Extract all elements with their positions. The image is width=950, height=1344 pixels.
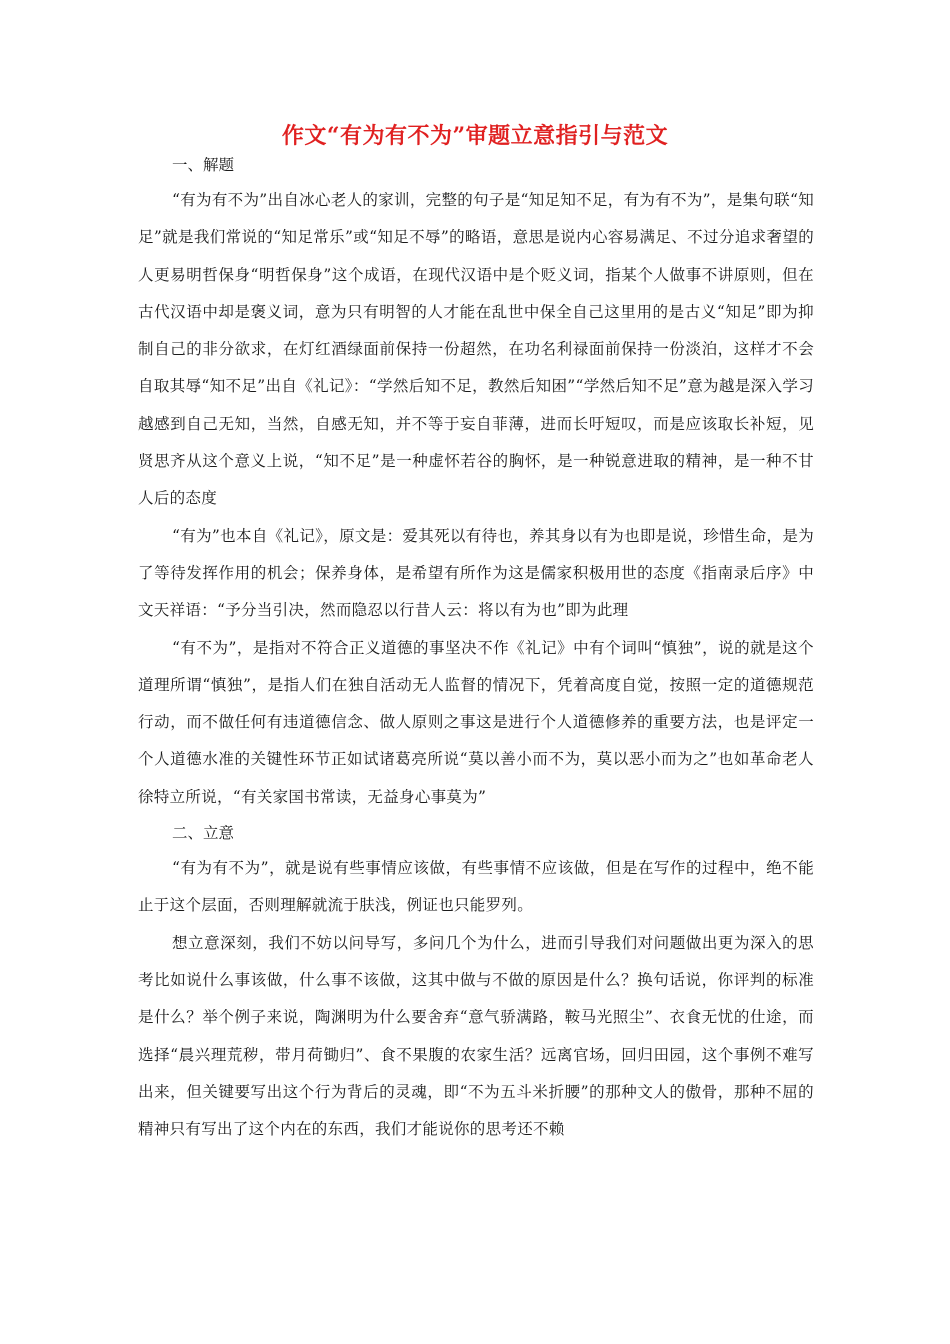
paragraph: 想立意深刻，我们不妨以问导写，多问几个为什么，进而引导我们对问题做出更为深入的思考比如说什么事该做，什么事不该做，这其中做与不做的原因是什么？换句话说，你评判的标准是什么？举个例子来说，陶渊明为什么要舍弃“意气骄满路，鞍马光照尘”、衣食无忧的仕途，而选择“晨兴理荒秽，带月荷锄归”、食不果腹的农家生活？远离官场，回归田园，这个事例不难写出来，但关键要写出这个行为背后的灵魂，即“不为五斗米折腰”的那种文人的傲骨，那种不屈的精神只有写出了这个内在的东西，我们才能说你的思考还不赖 (138, 933, 814, 1139)
section-heading: 一、解题 (172, 156, 235, 174)
section-jieti (138, 148, 814, 816)
document-body (138, 148, 814, 1148)
paragraph: “有不为”，是指对不符合正义道德的事坚决不作《礼记》中有个词叫“慎独”，说的就是这个道理所谓“慎独”，是指人们在独自活动无人监督的情况下，凭着高度自觉，按照一定的道德规范行动，而不做任何有违道德信念、做人原则之事这是进行个人道德修养的重要方法，也是评定一个人道德水准的关键性环节正如试诸葛亮所说“莫以善小而不为，莫以恶小而为之”也如革命老人徐特立所说，“有关家国书常读，无益身心事莫为” (138, 638, 814, 806)
section-liyi (138, 816, 814, 1148)
paragraph: “有为”也本自《礼记》，原文是：爱其死以有待也，养其身以有为也即是说，珍惜生命，是为了等待发挥作用的机会；保养身体，是希望有所作为这是儒家积极用世的态度《指南录后序》中文天祥语：“予分当引决，然而隐忍以行昔人云：将以有为也”即为此理 (138, 526, 814, 620)
document-title: 作文“有为有不为”审题立意指引与范文 (281, 123, 669, 149)
paragraph: “有为有不为”，就是说有些事情应该做，有些事情不应该做，但是在写作的过程中，绝不能止于这个层面，否则理解就流于肤浅，例证也只能罗列。 (138, 859, 814, 915)
paragraph: “有为有不为”出自冰心老人的家训，完整的句子是“知足知不足，有为有不为”，是集句联“知足”就是我们常说的“知足常乐”或“知足不辱”的略语，意思是说内心容易满足、不过分追求奢望的人更易明哲保身“明哲保身”这个成语，在现代汉语中是个贬义词，指某个人做事不讲原则，但在古代汉语中却是褒义词，意为只有明智的人才能在乱世中保全自己这里用的是古义“知足”即为抑制自己的非分欲求，在灯红酒绿面前保持一份超然，在功名利禄面前保持一份淡泊，这样才不会自取其辱“知不足”出自《礼记》：“学然后知不足，教然后知困”“学然后知不足”意为越是深入学习越感到自己无知，当然，自感无知，并不等于妄自菲薄，进而长吁短叹，而是应该取长补短，见贤思齐从这个意义上说，“知不足”是一种虚怀若谷的胸怀，是一种锐意进取的精神，是一种不甘人后的态度 (138, 191, 814, 508)
section-heading: 二、立意 (172, 824, 235, 843)
